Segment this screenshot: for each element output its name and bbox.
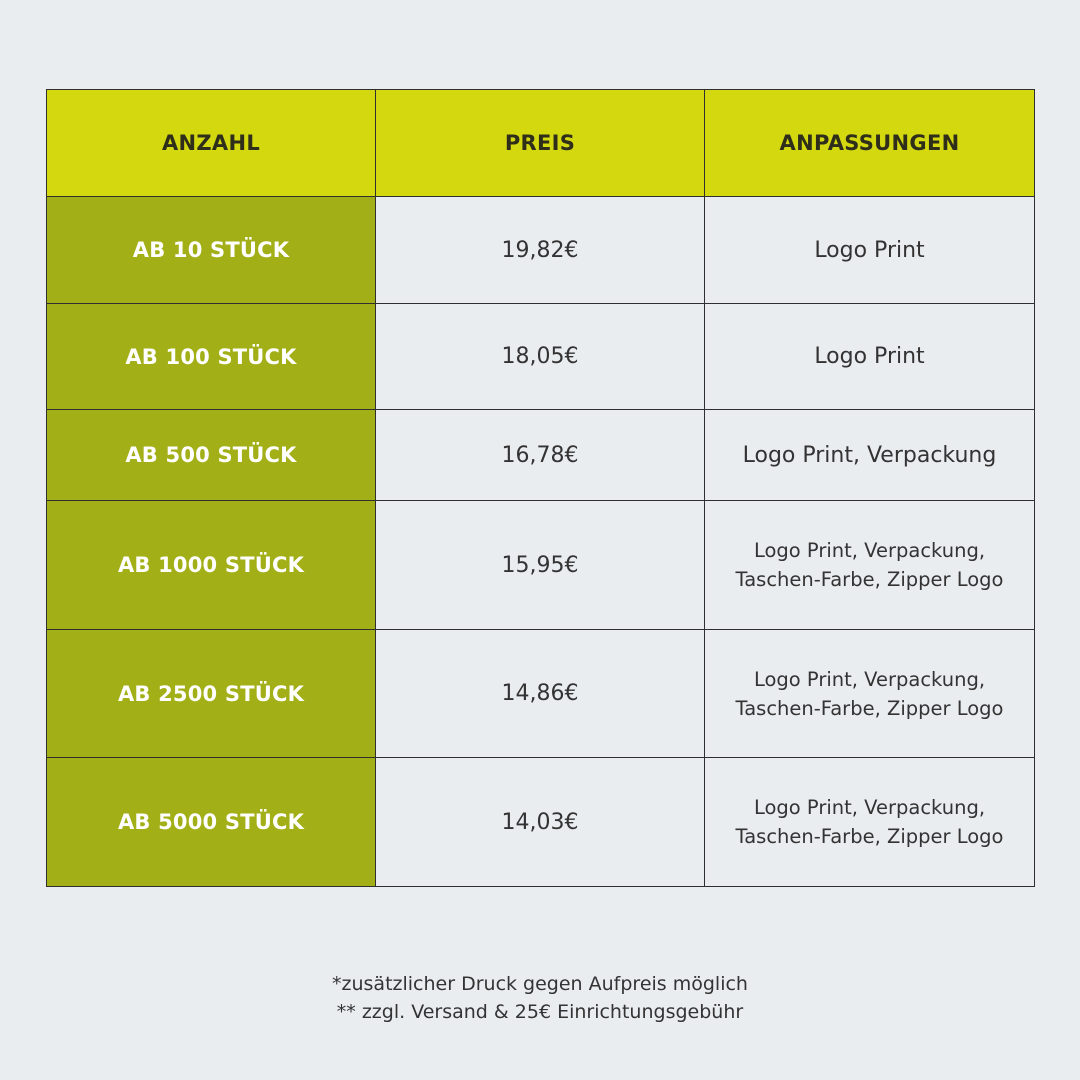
table-row <box>47 410 1035 501</box>
header-anpassungen: ANPASSUNGEN <box>705 90 1035 197</box>
customization-line: Taschen-Farbe, Zipper Logo <box>735 568 1004 591</box>
customization-cell <box>705 304 1035 410</box>
customization-cell <box>705 197 1035 304</box>
price-cell: 14,86€ <box>376 630 705 758</box>
customization-cell <box>705 758 1035 887</box>
customization-line: Taschen-Farbe, Zipper Logo <box>735 696 1004 720</box>
header-preis: PREIS <box>376 90 705 197</box>
quantity-cell: AB 500 STÜCK <box>47 410 376 501</box>
header-anzahl: ANZAHL <box>47 90 376 197</box>
customization-line: Logo Print <box>814 237 925 263</box>
customization-line: Logo Print <box>814 344 925 369</box>
customization-cell <box>705 410 1035 501</box>
quantity-cell: AB 5000 STÜCK <box>47 758 376 887</box>
customization-line: Logo Print, Verpackung, <box>753 667 986 691</box>
price-cell: 14,03€ <box>376 758 705 887</box>
table-row <box>47 197 1035 304</box>
customization-line: Logo Print, Verpackung, <box>753 796 986 819</box>
footnote-extra-print: *zusätzlicher Druck gegen Aufpreis möglich <box>332 973 748 995</box>
quantity-cell: AB 2500 STÜCK <box>47 630 376 758</box>
price-table <box>46 89 1035 887</box>
customization-cell <box>705 501 1035 630</box>
price-cell: 19,82€ <box>376 197 705 304</box>
table-row <box>47 304 1035 410</box>
price-cell: 18,05€ <box>376 304 705 410</box>
table-row <box>47 758 1035 887</box>
quantity-cell: AB 1000 STÜCK <box>47 501 376 630</box>
customization-line: Taschen-Farbe, Zipper Logo <box>735 825 1004 848</box>
quantity-cell: AB 10 STÜCK <box>47 197 376 304</box>
footnote-shipping-fee: ** zzgl. Versand & 25€ Einrichtungsgebühr <box>336 1001 744 1023</box>
customization-line: Logo Print, Verpackung <box>742 442 997 468</box>
customization-line: Logo Print, Verpackung, <box>753 539 986 562</box>
customization-cell <box>705 630 1035 758</box>
table-row <box>47 630 1035 758</box>
table-row <box>47 501 1035 630</box>
quantity-cell: AB 100 STÜCK <box>47 304 376 410</box>
price-cell: 15,95€ <box>376 501 705 630</box>
table-header-row <box>47 90 1035 197</box>
footnotes <box>0 970 1080 1026</box>
price-cell: 16,78€ <box>376 410 705 501</box>
